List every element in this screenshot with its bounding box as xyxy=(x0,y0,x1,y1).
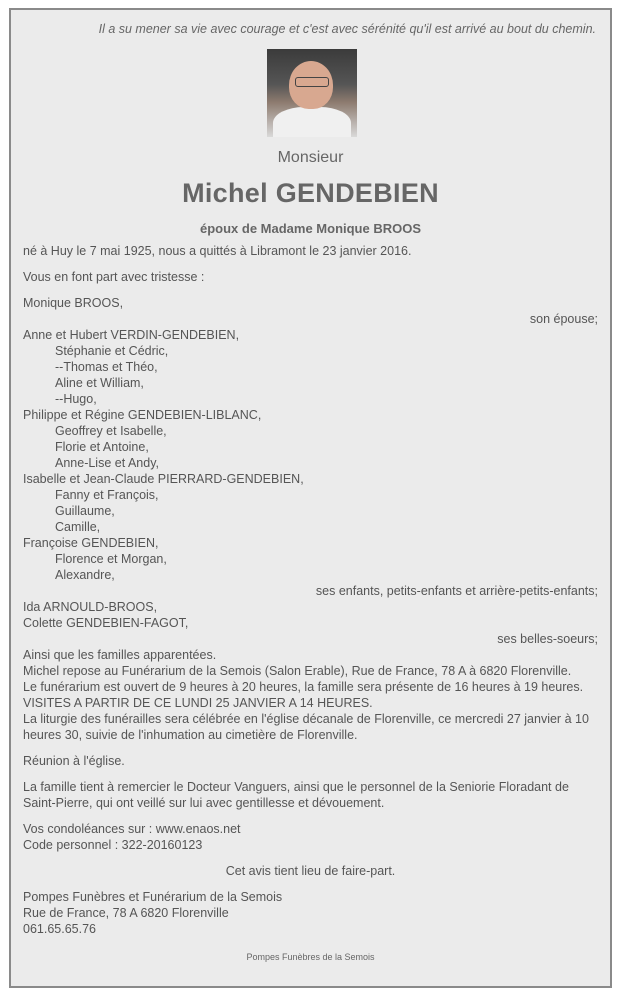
civility: Monsieur xyxy=(277,149,344,166)
thanks-paragraph: La famille tient à remercier le Docteur Vanguers, ainsi que le personnel de la Seniorie Floradant de Saint-Pierre, qui ont veillé sur lui avec gentillesse et dévouement. xyxy=(23,780,569,810)
notice-line: Cet avis tient lieu de faire-part. xyxy=(225,864,396,878)
epitaph-quote: Il a su mener sa vie avec courage et c'est avec sérénité qu'il est arrivé au bout du chemin. xyxy=(98,22,596,36)
funeral-home-contact xyxy=(23,889,598,937)
family-member: Anne-Lise et Andy, xyxy=(55,456,160,470)
family-member: Ainsi que les familles apparentées. xyxy=(23,648,217,662)
family-member: --Thomas et Théo, xyxy=(55,360,158,374)
obituary-body xyxy=(23,243,598,937)
funeral-details xyxy=(23,663,598,743)
family-member: Aline et William, xyxy=(55,376,144,390)
family-member: Florence et Morgan, xyxy=(55,552,167,566)
detail-line: Michel repose au Funérarium de la Semois (Salon Erable), Rue de France, 78 A à 6820 Florenville. xyxy=(23,664,572,678)
family-member: Geoffrey et Isabelle, xyxy=(55,424,167,438)
detail-line: La liturgie des funérailles sera célébrée en l'église décanale de Florenville, ce mercredi 27 janvier à 10 heures 30, suivie de l'inhumation au cimetière de Florenville. xyxy=(23,712,589,742)
relationship-label: ses enfants, petits-enfants et arrière-petits-enfants; xyxy=(315,584,598,598)
funeral-home-line: Rue de France, 78 A 6820 Florenville xyxy=(23,906,229,920)
announcement-line: Vous en font part avec tristesse : xyxy=(23,270,205,284)
family-member: Françoise GENDEBIEN, xyxy=(23,536,159,550)
family-member: Fanny et François, xyxy=(55,488,159,502)
family-member: Alexandre, xyxy=(55,568,115,582)
relationship-label: son épouse; xyxy=(529,312,598,326)
detail-line: Le funérarium est ouvert de 9 heures à 20 heures, la famille sera présente de 16 heures à 19 heures. xyxy=(23,680,584,694)
spouse-line: époux de Madame Monique BROOS xyxy=(199,221,422,236)
family-member: Isabelle et Jean-Claude PIERRARD-GENDEBIEN, xyxy=(23,472,304,486)
birth-death-line: né à Huy le 7 mai 1925, nous a quittés à Libramont le 23 janvier 2016. xyxy=(23,244,412,258)
family-member: Stéphanie et Cédric, xyxy=(55,344,169,358)
family-list xyxy=(23,295,598,663)
reunion-line: Réunion à l'église. xyxy=(23,754,125,768)
funeral-home-line: Pompes Funèbres et Funérarium de la Semois xyxy=(23,890,283,904)
family-member: Philippe et Régine GENDEBIEN-LIBLANC, xyxy=(23,408,262,422)
obituary-card xyxy=(9,8,612,988)
personal-code: Code personnel : 322-20160123 xyxy=(23,838,203,852)
funeral-home-line: 061.65.65.76 xyxy=(23,922,96,936)
portrait-photo xyxy=(267,49,357,137)
deceased-name: Michel GENDEBIEN xyxy=(182,178,439,208)
family-member: Anne et Hubert VERDIN-GENDEBIEN, xyxy=(23,328,240,342)
family-member: Florie et Antoine, xyxy=(55,440,149,454)
condolences-line: Vos condoléances sur : www.enaos.net xyxy=(23,822,241,836)
footer-credit: Pompes Funèbres de la Semois xyxy=(246,952,375,962)
relationship-label: ses belles-soeurs; xyxy=(497,632,598,646)
family-member: Camille, xyxy=(55,520,101,534)
family-member: Monique BROOS, xyxy=(23,296,124,310)
family-member: Guillaume, xyxy=(55,504,115,518)
family-member: Ida ARNOULD-BROOS, xyxy=(23,600,158,614)
family-member: --Hugo, xyxy=(55,392,97,406)
family-member: Colette GENDEBIEN-FAGOT, xyxy=(23,616,189,630)
detail-line: VISITES A PARTIR DE CE LUNDI 25 JANVIER A 14 HEURES. xyxy=(23,696,373,710)
